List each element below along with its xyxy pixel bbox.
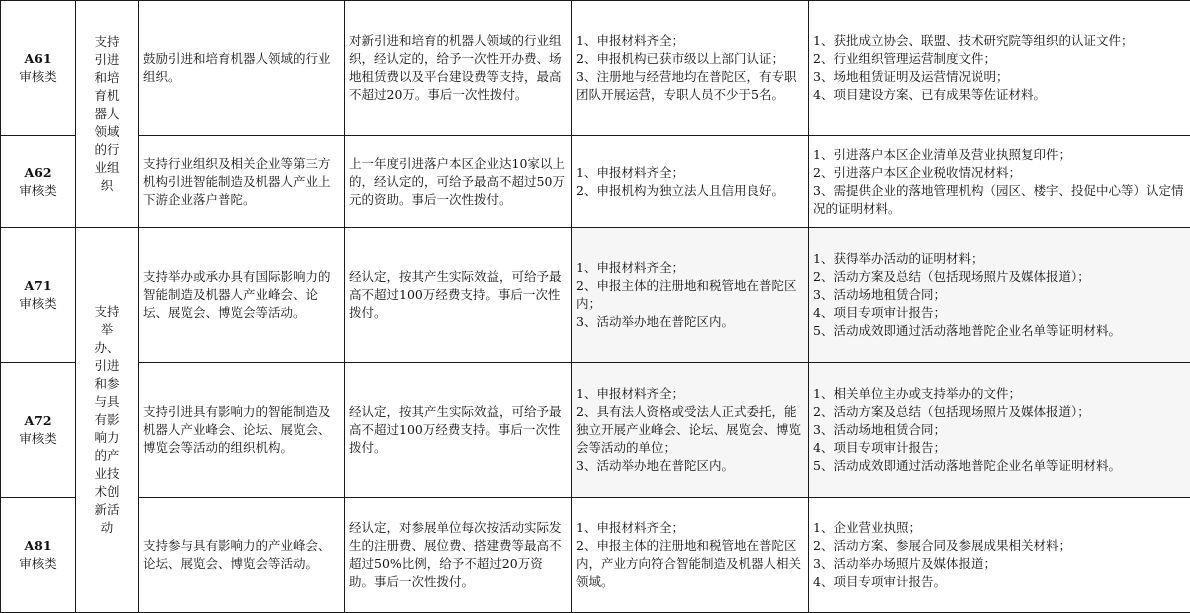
item-code-cell: [1, 363, 76, 498]
item-code-cell: [1, 1, 76, 136]
support-content-cell: 支持引进具有影响力的智能制造及机器人产业峰会、论坛、展览会、博览会等活动的组织机构。: [139, 363, 345, 498]
material-item: 3、场地租赁证明及运营情况说明；: [813, 68, 1186, 86]
requirement-item: 1、申报材料齐全；: [576, 259, 804, 277]
material-item: 2、活动方案、参展合同及参展成果相关材料；: [813, 537, 1186, 555]
category-cell: [76, 1, 139, 228]
item-code-cell: [1, 136, 76, 228]
material-item: 2、行业组织管理运营制度文件；: [813, 50, 1186, 68]
support-content-cell: 鼓励引进和培育机器人领域的行业组织。: [139, 1, 345, 136]
item-code: A62: [5, 164, 71, 182]
material-item: 5、活动成效即通过活动落地普陀企业名单等证明材料。: [813, 322, 1186, 340]
requirement-item: 2、申报机构已获市级以上部门认证；: [576, 50, 804, 68]
materials-cell: [809, 228, 1190, 363]
table-row: [1, 136, 1190, 228]
category-label: 支持举办、引进和参与具有影响力的产业技术创新活动: [92, 303, 122, 537]
requirement-item: 3、活动举办地在普陀区内。: [576, 457, 804, 475]
material-item: 1、获得举办活动的证明材料；: [813, 250, 1186, 268]
material-item: 1、相关单位主办或支持举办的文件；: [813, 385, 1186, 403]
item-type: 审核类: [5, 430, 71, 448]
material-item: 4、项目建设方案、已有成果等佐证材料。: [813, 86, 1186, 104]
item-code-cell: [1, 498, 76, 613]
support-content-cell: 支持参与具有影响力的产业峰会、论坛、展览会、博览会等活动。: [139, 498, 345, 613]
material-item: 2、活动方案及总结（包括现场照片及媒体报道）；: [813, 268, 1186, 286]
item-code: A61: [5, 50, 71, 68]
requirements-cell: [572, 498, 809, 613]
materials-cell: [809, 136, 1190, 228]
item-type: 审核类: [5, 182, 71, 200]
requirement-item: 1、申报材料齐全；: [576, 32, 804, 50]
requirement-item: 1、申报材料齐全；: [576, 164, 804, 182]
item-type: 审核类: [5, 68, 71, 86]
material-item: 3、需提供企业的落地管理机构（园区、楼宇、投促中心等）认定情况的证明材料。: [813, 182, 1186, 218]
material-item: 3、活动场地租赁合同；: [813, 286, 1186, 304]
requirement-item: 2、申报主体的注册地和税管地在普陀区内；: [576, 277, 804, 313]
requirement-item: 3、活动举办地在普陀区内。: [576, 313, 804, 331]
requirements-cell: [572, 136, 809, 228]
table-row: [1, 363, 1190, 498]
requirements-cell: [572, 228, 809, 363]
material-item: 5、活动成效即通过活动落地普陀企业名单等证明材料。: [813, 457, 1186, 475]
support-content-cell: 支持行业组织及相关企业等第三方机构引进智能制造及机器人产业上下游企业落户普陀。: [139, 136, 345, 228]
support-standard-cell: 经认定，对参展单位每次按活动实际发生的注册费、展位费、搭建费等最高不超过50%比例，给予不超过20万资助。事后一次性拨付。: [345, 498, 572, 613]
material-item: 1、引进落户本区企业清单及营业执照复印件；: [813, 146, 1186, 164]
material-item: 2、活动方案及总结（包括现场照片及媒体报道）；: [813, 403, 1186, 421]
requirement-item: 3、注册地与经营地均在普陀区，有专职团队开展运营，专职人员不少于5名。: [576, 68, 804, 104]
table-row: [1, 228, 1190, 363]
materials-cell: [809, 1, 1190, 136]
requirement-item: 2、具有法人资格或受法人正式委托，能独立开展产业峰会、论坛、展览会、博览会等活动的单位；: [576, 403, 804, 457]
category-cell: [76, 228, 139, 613]
material-item: 3、活动场地租赁合同；: [813, 421, 1186, 439]
requirement-item: 2、申报机构为独立法人且信用良好。: [576, 182, 804, 200]
item-code: A81: [5, 537, 71, 555]
material-item: 3、活动举办场照片及媒体报道；: [813, 555, 1186, 573]
requirements-cell: [572, 1, 809, 136]
support-standard-cell: 经认定，按其产生实际效益，可给予最高不超过100万经费支持。事后一次性拨付。: [345, 363, 572, 498]
material-item: 1、企业营业执照；: [813, 519, 1186, 537]
support-standard-cell: 对新引进和培育的机器人领域的行业组织，经认定的，给予一次性开办费、场地租赁费以及平台建设费等支持，最高不超过20万。事后一次性拨付。: [345, 1, 572, 136]
material-item: 1、获批成立协会、联盟、技术研究院等组织的认证文件；: [813, 32, 1186, 50]
category-label: 支持引进和培育机器人领域的行业组织: [92, 33, 122, 195]
material-item: 4、项目专项审计报告；: [813, 304, 1186, 322]
item-code-cell: [1, 228, 76, 363]
requirement-item: 1、申报材料齐全；: [576, 385, 804, 403]
requirements-cell: [572, 363, 809, 498]
item-code: A72: [5, 412, 71, 430]
item-type: 审核类: [5, 555, 71, 573]
materials-cell: [809, 498, 1190, 613]
materials-cell: [809, 363, 1190, 498]
item-type: 审核类: [5, 295, 71, 313]
requirement-item: 2、申报主体的注册地和税管地在普陀区内，产业方向符合智能制造及机器人相关领域。: [576, 537, 804, 591]
table-row: [1, 498, 1190, 613]
item-code: A71: [5, 277, 71, 295]
support-standard-cell: 上一年度引进落户本区企业达10家以上的，经认定的，可给予最高不超过50万元的资助。事后一次性拨付。: [345, 136, 572, 228]
requirement-item: 1、申报材料齐全；: [576, 519, 804, 537]
material-item: 4、项目专项审计报告；: [813, 439, 1186, 457]
table-row: [1, 1, 1190, 136]
material-item: 4、项目专项审计报告。: [813, 573, 1186, 591]
support-content-cell: 支持举办或承办具有国际影响力的智能制造及机器人产业峰会、论坛、展览会、博览会等活动。: [139, 228, 345, 363]
support-standard-cell: 经认定，按其产生实际效益，可给予最高不超过100万经费支持。事后一次性拨付。: [345, 228, 572, 363]
material-item: 2、引进落户本区企业税收情况材料；: [813, 164, 1186, 182]
